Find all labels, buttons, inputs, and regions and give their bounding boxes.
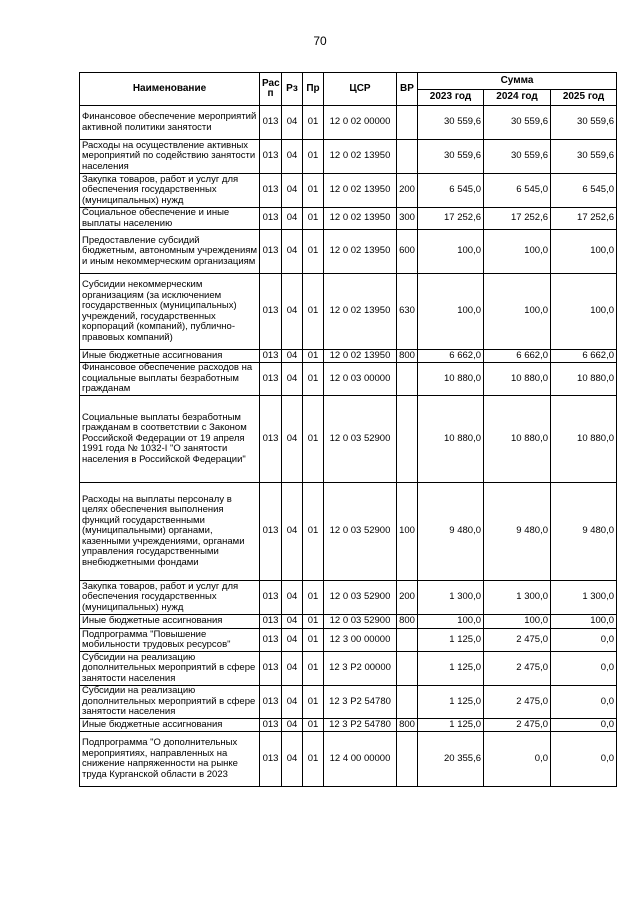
header-csr: ЦСР bbox=[324, 73, 397, 106]
row-ras: 013 bbox=[260, 615, 282, 629]
table-row bbox=[80, 174, 617, 208]
row-ras: 013 bbox=[260, 719, 282, 732]
row-pr: 01 bbox=[303, 174, 324, 208]
table-row bbox=[80, 719, 617, 732]
row-rz: 04 bbox=[282, 629, 303, 652]
row-rz: 04 bbox=[282, 732, 303, 787]
row-amount-2024: 2 475,0 bbox=[484, 652, 551, 686]
row-amount-2023: 10 880,0 bbox=[418, 396, 484, 483]
row-rz: 04 bbox=[282, 581, 303, 615]
header-rz: Рз bbox=[282, 73, 303, 106]
row-amount-2025: 10 880,0 bbox=[551, 396, 617, 483]
row-name: Социальное обеспечение и иные выплаты населению bbox=[80, 208, 260, 230]
row-amount-2023: 1 125,0 bbox=[418, 686, 484, 719]
row-amount-2024: 1 300,0 bbox=[484, 581, 551, 615]
row-amount-2023: 100,0 bbox=[418, 274, 484, 350]
row-name: Закупка товаров, работ и услуг для обеспечения государственных (муниципальных) нужд bbox=[80, 174, 260, 208]
table-row bbox=[80, 140, 617, 174]
row-vr: 800 bbox=[397, 719, 418, 732]
table-header bbox=[80, 73, 617, 106]
row-pr: 01 bbox=[303, 581, 324, 615]
table-row bbox=[80, 363, 617, 396]
table-row bbox=[80, 230, 617, 274]
row-csr: 12 0 02 13950 bbox=[324, 350, 397, 363]
row-name: Субсидии на реализацию дополнительных мероприятий в сфере занятости населения bbox=[80, 652, 260, 686]
table-row bbox=[80, 629, 617, 652]
row-vr bbox=[397, 396, 418, 483]
row-rz: 04 bbox=[282, 483, 303, 581]
row-pr: 01 bbox=[303, 140, 324, 174]
row-rz: 04 bbox=[282, 350, 303, 363]
row-amount-2023: 9 480,0 bbox=[418, 483, 484, 581]
row-rz: 04 bbox=[282, 363, 303, 396]
row-amount-2025: 6 545,0 bbox=[551, 174, 617, 208]
row-vr: 200 bbox=[397, 581, 418, 615]
row-csr: 12 0 02 13950 bbox=[324, 140, 397, 174]
row-rz: 04 bbox=[282, 140, 303, 174]
row-vr: 800 bbox=[397, 615, 418, 629]
table-row bbox=[80, 274, 617, 350]
row-csr: 12 0 02 13950 bbox=[324, 174, 397, 208]
page-number: 70 bbox=[313, 34, 327, 48]
row-ras: 013 bbox=[260, 274, 282, 350]
table-row bbox=[80, 396, 617, 483]
row-amount-2025: 0,0 bbox=[551, 629, 617, 652]
row-amount-2025: 1 300,0 bbox=[551, 581, 617, 615]
row-ras: 013 bbox=[260, 174, 282, 208]
row-vr: 800 bbox=[397, 350, 418, 363]
row-amount-2023: 30 559,6 bbox=[418, 140, 484, 174]
row-csr: 12 0 02 13950 bbox=[324, 230, 397, 274]
row-amount-2024: 30 559,6 bbox=[484, 106, 551, 140]
row-amount-2023: 1 300,0 bbox=[418, 581, 484, 615]
row-amount-2025: 30 559,6 bbox=[551, 140, 617, 174]
row-csr: 12 3 P2 00000 bbox=[324, 652, 397, 686]
row-amount-2025: 30 559,6 bbox=[551, 106, 617, 140]
row-csr: 12 0 02 00000 bbox=[324, 106, 397, 140]
row-pr: 01 bbox=[303, 208, 324, 230]
header-2024: 2024 год bbox=[484, 90, 551, 106]
row-amount-2024: 6 662,0 bbox=[484, 350, 551, 363]
row-amount-2023: 20 355,6 bbox=[418, 732, 484, 787]
row-csr: 12 0 03 52900 bbox=[324, 483, 397, 581]
row-name: Финансовое обеспечение мероприятий активной политики занятости bbox=[80, 106, 260, 140]
row-rz: 04 bbox=[282, 174, 303, 208]
row-csr: 12 0 03 00000 bbox=[324, 363, 397, 396]
row-amount-2025: 0,0 bbox=[551, 652, 617, 686]
row-pr: 01 bbox=[303, 686, 324, 719]
row-csr: 12 4 00 00000 bbox=[324, 732, 397, 787]
row-ras: 013 bbox=[260, 483, 282, 581]
row-vr bbox=[397, 363, 418, 396]
row-csr: 12 3 P2 54780 bbox=[324, 719, 397, 732]
header-pr: Пр bbox=[303, 73, 324, 106]
row-amount-2024: 0,0 bbox=[484, 732, 551, 787]
row-pr: 01 bbox=[303, 615, 324, 629]
row-vr bbox=[397, 106, 418, 140]
row-vr: 300 bbox=[397, 208, 418, 230]
row-amount-2023: 17 252,6 bbox=[418, 208, 484, 230]
row-name: Иные бюджетные ассигнования bbox=[80, 350, 260, 363]
row-ras: 013 bbox=[260, 732, 282, 787]
row-name: Иные бюджетные ассигнования bbox=[80, 615, 260, 629]
row-vr bbox=[397, 686, 418, 719]
row-amount-2025: 100,0 bbox=[551, 274, 617, 350]
row-ras: 013 bbox=[260, 363, 282, 396]
table-row bbox=[80, 208, 617, 230]
table-row bbox=[80, 686, 617, 719]
row-name: Субсидии на реализацию дополнительных мероприятий в сфере занятости населения bbox=[80, 686, 260, 719]
table-row bbox=[80, 106, 617, 140]
row-ras: 013 bbox=[260, 629, 282, 652]
row-amount-2024: 100,0 bbox=[484, 615, 551, 629]
row-vr: 630 bbox=[397, 274, 418, 350]
header-2023: 2023 год bbox=[418, 90, 484, 106]
row-csr: 12 3 00 00000 bbox=[324, 629, 397, 652]
row-vr bbox=[397, 140, 418, 174]
row-name: Иные бюджетные ассигнования bbox=[80, 719, 260, 732]
row-amount-2024: 30 559,6 bbox=[484, 140, 551, 174]
header-name: Наименование bbox=[80, 73, 260, 106]
row-amount-2025: 0,0 bbox=[551, 719, 617, 732]
row-rz: 04 bbox=[282, 274, 303, 350]
row-amount-2024: 100,0 bbox=[484, 274, 551, 350]
row-csr: 12 0 03 52900 bbox=[324, 396, 397, 483]
row-amount-2024: 6 545,0 bbox=[484, 174, 551, 208]
table-body bbox=[80, 106, 617, 787]
row-name: Субсидии некоммерческим организациям (за исключением государственных (муниципальных) учреждений, государственных корпораций (компаний), публично-правовых компаний) bbox=[80, 274, 260, 350]
row-amount-2023: 1 125,0 bbox=[418, 629, 484, 652]
row-pr: 01 bbox=[303, 719, 324, 732]
row-ras: 013 bbox=[260, 230, 282, 274]
row-pr: 01 bbox=[303, 483, 324, 581]
row-pr: 01 bbox=[303, 350, 324, 363]
row-amount-2023: 30 559,6 bbox=[418, 106, 484, 140]
header-ras: Рас п bbox=[260, 73, 282, 106]
row-amount-2023: 6 545,0 bbox=[418, 174, 484, 208]
row-amount-2024: 2 475,0 bbox=[484, 686, 551, 719]
row-amount-2024: 10 880,0 bbox=[484, 363, 551, 396]
row-amount-2025: 6 662,0 bbox=[551, 350, 617, 363]
row-amount-2024: 2 475,0 bbox=[484, 629, 551, 652]
row-vr bbox=[397, 732, 418, 787]
row-ras: 013 bbox=[260, 581, 282, 615]
header-vr: ВР bbox=[397, 73, 418, 106]
row-rz: 04 bbox=[282, 208, 303, 230]
table-row bbox=[80, 483, 617, 581]
table-row bbox=[80, 581, 617, 615]
row-name: Финансовое обеспечение расходов на социальные выплаты безработным гражданам bbox=[80, 363, 260, 396]
header-2025: 2025 год bbox=[551, 90, 617, 106]
row-amount-2024: 17 252,6 bbox=[484, 208, 551, 230]
row-name: Закупка товаров, работ и услуг для обеспечения государственных (муниципальных) нужд bbox=[80, 581, 260, 615]
row-name: Расходы на выплаты персоналу в целях обеспечения выполнения функций государственными (муниципальными) органами, казенными учреждениями, органами управления государственными внебюджетными фондами bbox=[80, 483, 260, 581]
row-amount-2025: 100,0 bbox=[551, 230, 617, 274]
row-pr: 01 bbox=[303, 363, 324, 396]
row-pr: 01 bbox=[303, 629, 324, 652]
row-vr bbox=[397, 629, 418, 652]
row-amount-2025: 9 480,0 bbox=[551, 483, 617, 581]
row-amount-2024: 2 475,0 bbox=[484, 719, 551, 732]
budget-table bbox=[79, 72, 617, 787]
row-ras: 013 bbox=[260, 208, 282, 230]
row-amount-2023: 100,0 bbox=[418, 230, 484, 274]
row-amount-2025: 0,0 bbox=[551, 686, 617, 719]
row-name: Предоставление субсидий бюджетным, автономным учреждениям и иным некоммерческим организациям bbox=[80, 230, 260, 274]
row-name: Расходы на осуществление активных мероприятий по содействию занятости населения bbox=[80, 140, 260, 174]
row-ras: 013 bbox=[260, 686, 282, 719]
row-vr: 200 bbox=[397, 174, 418, 208]
table-row bbox=[80, 652, 617, 686]
row-rz: 04 bbox=[282, 686, 303, 719]
row-rz: 04 bbox=[282, 396, 303, 483]
row-name: Подпрограмма "О дополнительных мероприятиях, направленных на снижение напряженности на рынке труда Курганской области в 2023 bbox=[80, 732, 260, 787]
row-pr: 01 bbox=[303, 396, 324, 483]
row-amount-2025: 0,0 bbox=[551, 732, 617, 787]
row-pr: 01 bbox=[303, 274, 324, 350]
row-pr: 01 bbox=[303, 732, 324, 787]
row-pr: 01 bbox=[303, 106, 324, 140]
row-vr bbox=[397, 652, 418, 686]
row-amount-2023: 1 125,0 bbox=[418, 719, 484, 732]
row-amount-2023: 6 662,0 bbox=[418, 350, 484, 363]
row-csr: 12 0 03 52900 bbox=[324, 581, 397, 615]
row-ras: 013 bbox=[260, 350, 282, 363]
row-amount-2023: 1 125,0 bbox=[418, 652, 484, 686]
table-row bbox=[80, 350, 617, 363]
table-row bbox=[80, 615, 617, 629]
row-amount-2024: 10 880,0 bbox=[484, 396, 551, 483]
row-ras: 013 bbox=[260, 106, 282, 140]
row-rz: 04 bbox=[282, 615, 303, 629]
row-ras: 013 bbox=[260, 652, 282, 686]
row-amount-2023: 100,0 bbox=[418, 615, 484, 629]
row-vr: 600 bbox=[397, 230, 418, 274]
row-amount-2025: 17 252,6 bbox=[551, 208, 617, 230]
row-pr: 01 bbox=[303, 230, 324, 274]
row-amount-2025: 100,0 bbox=[551, 615, 617, 629]
row-amount-2023: 10 880,0 bbox=[418, 363, 484, 396]
row-csr: 12 0 02 13950 bbox=[324, 274, 397, 350]
row-csr: 12 0 02 13950 bbox=[324, 208, 397, 230]
row-amount-2024: 9 480,0 bbox=[484, 483, 551, 581]
row-name: Социальные выплаты безработным гражданам в соответствии с Законом Российской Федерации от 19 апреля 1991 года № 1032-I "О занятости населения в Российской Федерации" bbox=[80, 396, 260, 483]
row-amount-2024: 100,0 bbox=[484, 230, 551, 274]
table-row bbox=[80, 732, 617, 787]
row-amount-2025: 10 880,0 bbox=[551, 363, 617, 396]
row-ras: 013 bbox=[260, 396, 282, 483]
row-name: Подпрограмма "Повышение мобильности трудовых ресурсов" bbox=[80, 629, 260, 652]
row-csr: 12 3 P2 54780 bbox=[324, 686, 397, 719]
header-sum: Сумма bbox=[418, 73, 617, 90]
row-rz: 04 bbox=[282, 652, 303, 686]
row-rz: 04 bbox=[282, 719, 303, 732]
row-csr: 12 0 03 52900 bbox=[324, 615, 397, 629]
row-ras: 013 bbox=[260, 140, 282, 174]
row-rz: 04 bbox=[282, 106, 303, 140]
row-pr: 01 bbox=[303, 652, 324, 686]
row-vr: 100 bbox=[397, 483, 418, 581]
row-rz: 04 bbox=[282, 230, 303, 274]
